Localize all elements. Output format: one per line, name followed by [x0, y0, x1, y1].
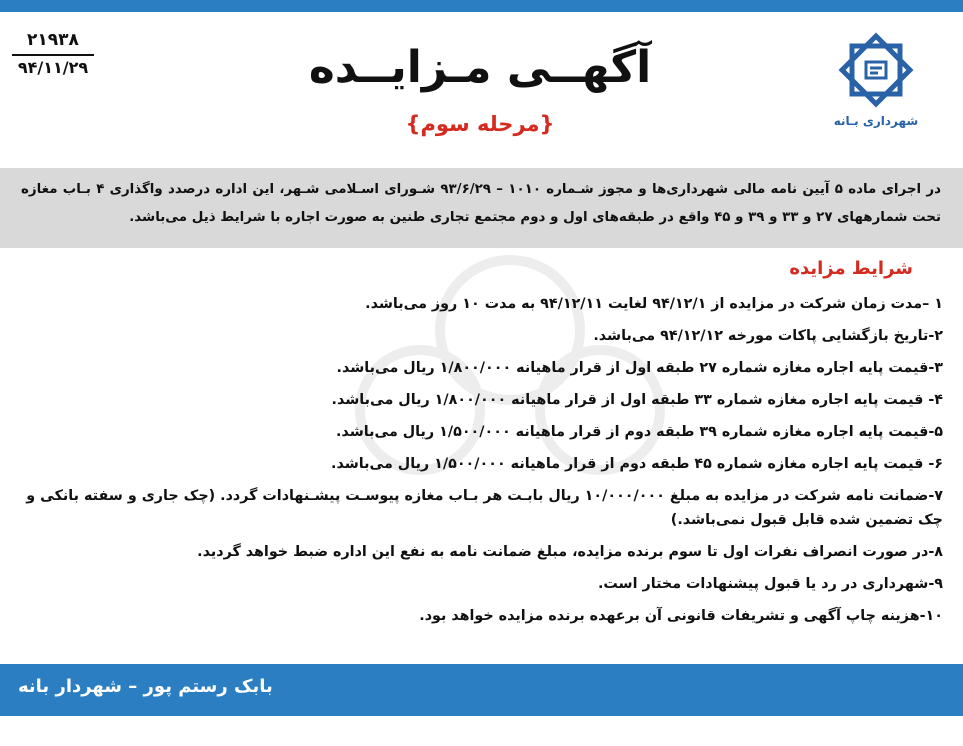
reference-date: ۹۴/۱۱/۲۹	[12, 54, 94, 78]
conditions-title: شرایط مزایده	[789, 258, 913, 279]
condition-item: ۹-شهرداری در رد یا قبول پیشنهادات مختار است.	[597, 576, 943, 592]
condition-item: ۴- قیمت پایه اجاره مغازه شماره ۳۳ طبقه اول از قرار ماهیانه ۱/۸۰۰/۰۰۰ ریال می‌باشد.	[331, 392, 943, 408]
reference-box	[12, 30, 94, 78]
condition-item: ۱ –مدت زمان شرکت در مزایده از ۹۴/۱۲/۱ لغایت ۹۴/۱۲/۱۱ به مدت ۱۰ روز می‌باشد.	[365, 296, 943, 312]
condition-item: ۷-ضمانت نامه شرکت در مزایده به مبلغ ۱۰/۰۰۰/۰۰۰ ریال بابـت هر بـاب مغازه پیوسـت پیشـنهادات گردد. (چک جاری و سفته بانکی و چک تضمین شده قابل قبول نمی‌باشد.)	[26, 488, 943, 528]
notice-subtitle: {مرحله سوم}	[405, 112, 555, 136]
signature: بابک رستم پور – شهردار بانه	[18, 676, 273, 697]
logo-emblem-icon	[836, 30, 916, 110]
condition-item: ۶- قیمت پایه اجاره مغازه شماره ۴۵ طبقه دوم از قرار ماهیانه ۱/۵۰۰/۰۰۰ ریال می‌باشد.	[331, 456, 943, 472]
condition-item: ۵-قیمت پایه اجاره مغازه شماره ۳۹ طبقه دوم از قرار ماهیانه ۱/۵۰۰/۰۰۰ ریال می‌باشد.	[336, 424, 943, 440]
condition-item: ۸-در صورت انصراف نفرات اول تا سوم برنده مزایده، مبلغ ضمانت نامه به نفع این اداره ضبط خواهد گردید.	[197, 544, 943, 560]
logo-caption: شهرداری بـانه	[833, 114, 919, 128]
notice-title: آگهــی مـزایــده	[308, 42, 652, 93]
intro-paragraph: در اجرای ماده ۵ آیین نامه مالی شهرداری‌ها و مجوز شـماره ۱۰۱۰ – ۹۳/۶/۲۹ شـورای اسـلامی شـهر، این اداره درصدد واگذاری ۴ بـاب مغازه تحت شمارههای ۲۷ و ۳۳ و ۳۹ و ۴۵ واقع در طبقه‌های اول و دوم مجتمع تجاری طنین به صورت اجاره با شرایط ذیل می‌باشد.	[21, 182, 941, 225]
top-rule	[0, 0, 963, 12]
condition-item: ۱۰-هزینه چاپ آگهی و تشریفات قانونی آن برعهده برنده مزایده خواهد بود.	[419, 608, 943, 624]
municipality-logo	[821, 30, 931, 152]
reference-number: ۲۱۹۳۸	[27, 30, 79, 50]
condition-item: ۲-تاریخ بازگشایی پاکات مورخه ۹۴/۱۲/۱۲ می‌باشد.	[593, 328, 943, 344]
condition-item: ۳-قیمت پایه اجاره مغازه شماره ۲۷ طبقه اول از قرار ماهیانه ۱/۸۰۰/۰۰۰ ریال می‌باشد.	[336, 360, 943, 376]
conditions-list	[18, 288, 943, 632]
